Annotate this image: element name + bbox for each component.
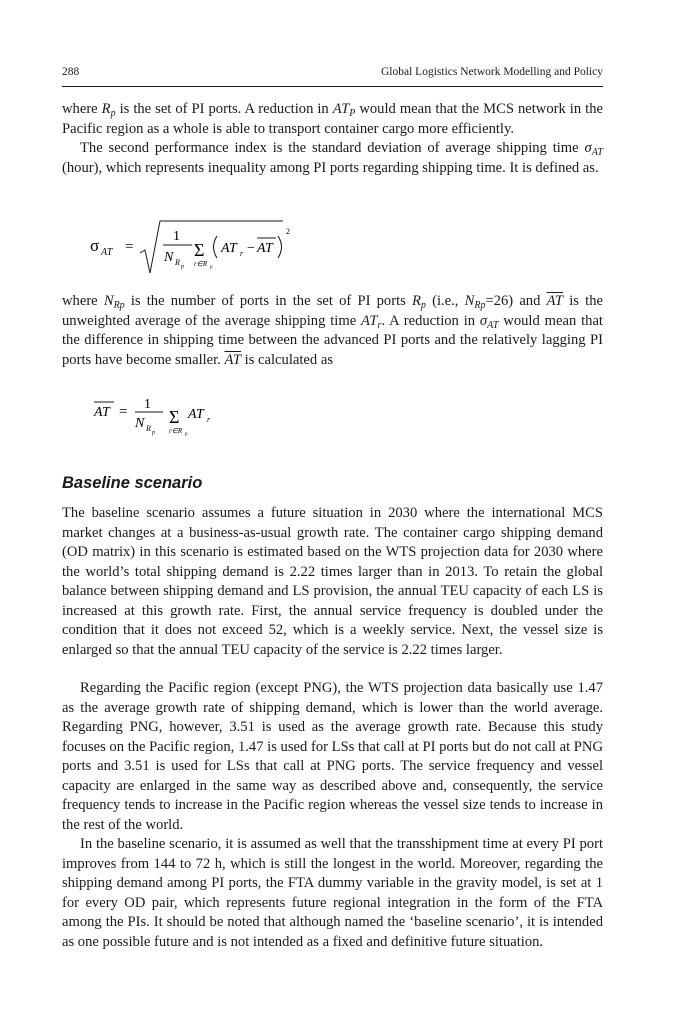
eq1-N: N: [164, 250, 174, 265]
section-heading: Baseline scenario: [62, 474, 203, 492]
eq2-term: AT: [188, 407, 204, 422]
eq1-right-paren: [278, 236, 282, 258]
eq2-N: N: [135, 416, 145, 431]
running-header: [62, 66, 603, 80]
eq1-N-sub: R: [175, 258, 180, 267]
eq2-N-subsub: p: [152, 430, 155, 436]
eq1-term-sub: r: [240, 249, 244, 258]
eq1-square: 2: [286, 227, 290, 236]
paragraph-2: The second performance index is the standard deviation of average shipping time $\sigma_{AT}$ (hour), which represents inequality among PI ports regarding shipping time. It is defined as.: [62, 140, 603, 176]
paragraph-5: Regarding the Pacific region (except PNG), the WTS projection data basically use 1.47 as the average growth rate of shipping demand, which is lower than the world average. Regarding PNG, however, 3.51 is used as the average growth rate. Because this study focuses on the Pacific region, 1.47 is used for LSs that call at PI ports but do not call at PNG ports and 3.51 is used for LSs that call at PNG ports. The service frequency and vessel capacity are enlarged in the same way as described above and, consequently, the service frequency tends to increase in the Pacific region whereas the vessel size tends to increase in the rest of the world.: [62, 680, 603, 833]
eq1-minus: −: [247, 241, 255, 256]
eq1-bar-term: AT: [257, 241, 273, 256]
eq1-sum-subsub: p: [210, 265, 213, 270]
eq1-term: AT: [221, 241, 237, 256]
eq2-equals: =: [119, 404, 128, 420]
eq2-sum-sub: r∈R: [169, 427, 183, 435]
eq2-N-sub: R: [146, 424, 151, 433]
eq2-sum: Σ: [169, 407, 180, 427]
paragraph-3: where $N_{Rp}$ is the number of ports in the set of PI ports $R_p$ (i.e., $N_{Rp}=26$) and $\overline{AT}$ is the unweighted average of the average shipping time $AT_r$. A reduction in $\sigma_{AT}$ would mean that the difference in shipping time between the advanced PI ports and the relatively lagging PI ports have become smaller. $\overline{AT}$ is calculated as: [62, 293, 603, 368]
eq1-sum: Σ: [194, 240, 205, 260]
paragraph-6: In the baseline scenario, it is assumed as well that the transshipment time at every PI port improves from 144 to 72 h, which is still the longest in the world. Moreover, regarding the shipping demand among PI ports, the FTA dummy variable in the gravity model, is set at 1 for every OD pair, which represents future regional integration in the form of the FTA among the PIs. It should be noted that although named the ‘baseline scenario’, it is intended as one possible future and is not intended as a fixed and definitive future situation.: [62, 836, 603, 950]
eq1-sigma-sub: AT: [101, 247, 113, 258]
eq1-numerator: 1: [173, 229, 180, 244]
eq1-left-paren: [214, 236, 218, 258]
running-title: Global Logistics Network Modelling and Policy: [381, 66, 603, 78]
page-number: 288: [62, 66, 80, 78]
equation-at-bar: [92, 392, 242, 442]
paragraph-4: The baseline scenario assumes a future situation in 2030 where the international MCS market changes at a business-as-usual growth rate. The container cargo shipping demand (OD matrix) in this scenario is estimated based on the WTS projection data for 2030 where the world’s total shipping demand is 2.22 times larger than in 2013. To retain the global balance between shipping demand and LS provision, the annual TEU capacity of each LS is increased at this growth rate. First, the annual service frequency is doubled under the condition that it does not exceed 52, which is a weekly service. Next, the vessel size is enlarged so that the annual TEU capacity of the service is 2.22 times larger.: [62, 505, 603, 658]
eq1-equals: =: [125, 239, 134, 255]
eq2-numerator: 1: [144, 397, 151, 412]
eq2-sum-subsub: p: [185, 432, 188, 437]
equation-sigma-at: [88, 218, 308, 280]
header-rule: [62, 86, 603, 87]
eq1-sum-sub: r∈R: [194, 260, 208, 268]
eq2-lhs: AT: [94, 405, 110, 420]
paragraph-1: where $R_p$ is the set of PI ports. A reduction in $AT_P$ would mean that the MCS network in the Pacific region as a whole is able to transport container cargo more efficiently.: [62, 101, 603, 137]
eq1-sigma: σ: [90, 236, 100, 255]
eq2-term-sub: r: [207, 415, 211, 424]
eq1-N-subsub: p: [181, 264, 184, 270]
